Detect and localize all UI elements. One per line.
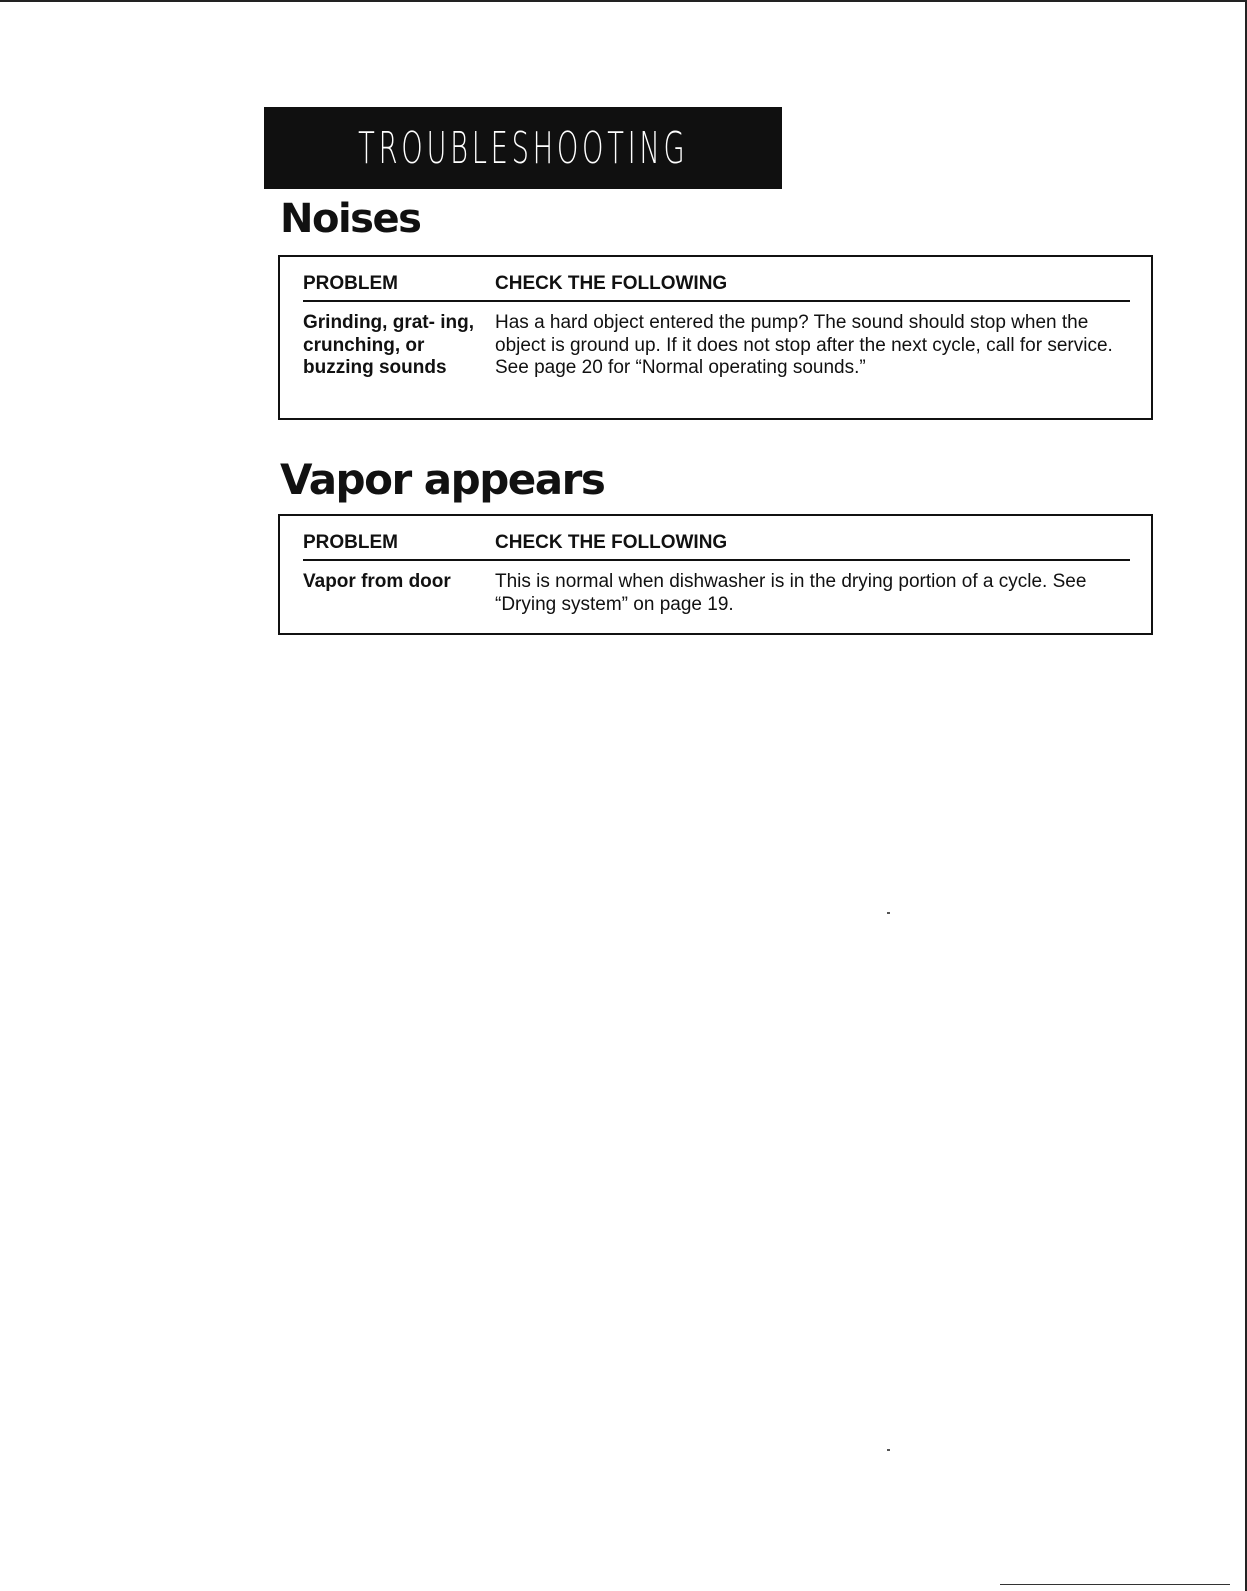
noises-header-check: CHECK THE FOLLOWING [495,273,728,294]
page-top-rule [0,0,1247,2]
vapor-header-check: CHECK THE FOLLOWING [495,532,728,553]
noises-header-problem: PROBLEM [303,273,398,294]
noises-header-rule [303,300,1130,302]
scan-speck [887,912,890,914]
vapor-check-text: This is normal when dishwasher is in the drying portion of a cycle. See “Drying system” on page 19. [495,571,1087,615]
noises-table [278,255,1153,420]
section-title-noises: Noises [280,196,421,242]
vapor-table [278,514,1153,635]
noises-problem-text: Grinding, grat- ing, crunching, or buzzing sounds [303,312,474,378]
noises-check-text: Has a hard object entered the pump? The sound should stop when the object is ground up. If it does not stop after the next cycle, call for service. See page 20 for “Normal operating sounds.” [495,312,1113,378]
section-title-vapor: Vapor appears [280,455,605,504]
vapor-header-rule [303,559,1130,561]
scan-speck [887,1449,890,1451]
vapor-header-problem: PROBLEM [303,532,398,553]
troubleshooting-banner [264,107,782,189]
banner-title: TROUBLESHOOTING [357,122,689,174]
page-bottom-rule [1000,1584,1230,1585]
vapor-problem-text: Vapor from door [303,571,451,592]
